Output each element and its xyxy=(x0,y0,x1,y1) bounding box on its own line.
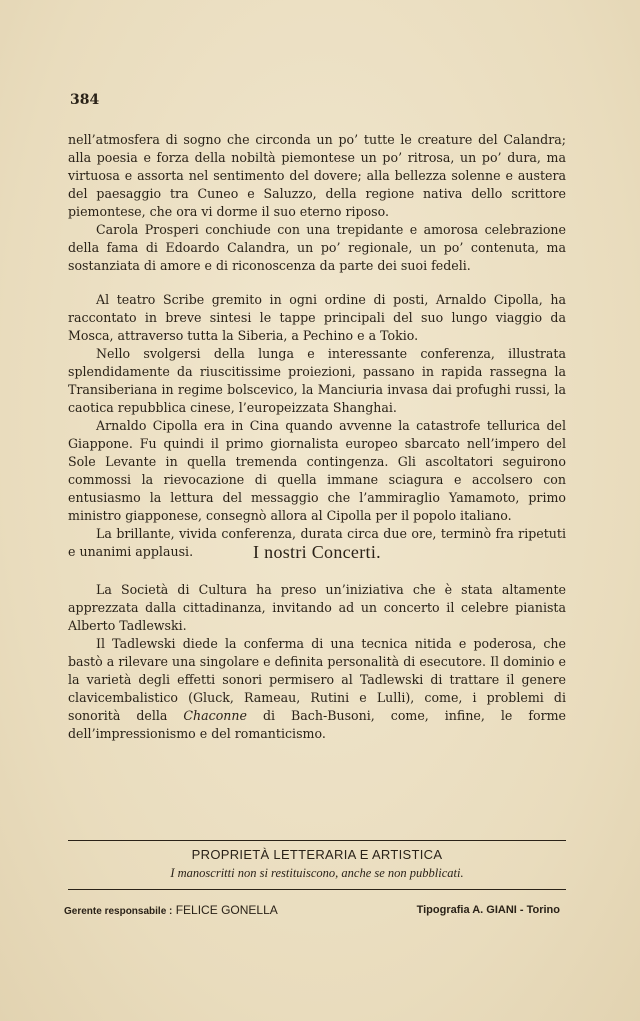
manager-name: FELICE GONELLA xyxy=(175,903,278,917)
italic-work-title: Chaconne xyxy=(183,708,247,723)
paragraph: Al teatro Scribe gremito in ogni ordine di posti, Arnaldo Cipolla, ha raccontato in breve sintesi le tappe principali del suo lungo viaggio da Mosca, attraverso tutta la Siberia, a Pechino e a Tokio. xyxy=(68,292,566,343)
text-run: di Bach-Busoni, come, infine, le forme dell’impressionismo e del romanticismo. xyxy=(68,708,566,741)
footer-manager xyxy=(64,903,278,917)
divider xyxy=(68,889,566,890)
footer-printer: Tipografia A. GIANI - Torino xyxy=(416,904,560,916)
concerts-text xyxy=(68,581,566,743)
paragraph: Nello svolgersi della lunga e interessante conferenza, illustrata splendidamente da riuscitissime proiezioni, passano in rapida rassegna la Transiberiana in regime bolscevico, la Manciuria invasa dai profughi russi, la caotica repubblica cinese, l’europeizzata Shanghai. xyxy=(68,346,566,415)
paragraph: La Società di Cultura ha preso un’iniziativa che è stata altamente apprezzata dalla cittadinanza, invitando ad un concerto il celebre pianista Alberto Tadlewski. xyxy=(68,582,566,633)
text-run: Il Tadlewski diede la conferma di una tecnica nitida e poderosa, che bastò a rilevare una singolare e definita personalità di esecutore. Il dominio e la varietà degli effetti sonori permisero al Tadlewski di trattare il genere clavicembalistico (Gluck, Rameau, Rutini e Lulli), come, i problemi di sonorità della xyxy=(68,636,566,723)
paragraph: Arnaldo Cipolla era in Cina quando avvenne la catastrofe tellurica del Giappone. Fu quindi il primo giornalista europeo sbarcato nell’impero del Sole Levante in quella tremenda contingenza. Gli ascoltatori seguirono commossi la rievocazione di quella immane sciagura e accolsero con entusiasmo la lettura del messaggio che l’ammiraglio Yamamoto, primo ministro giapponese, consegnò allora al Cipolla per il popolo italiano. xyxy=(68,418,566,523)
rights-title: PROPRIETÀ LETTERARIA E ARTISTICA xyxy=(191,847,443,862)
paragraph xyxy=(68,635,566,743)
paragraph: nell’atmosfera di sogno che circonda un po’ tutte le creature del Calandra; alla poesia e forza della nobiltà piemontese un po’ ritrosa, un po’ dura, ma virtuosa e assorta nel sentimento del dovere; alla bellezza solenne e austera del paesaggio tra Cuneo e Saluzzo, della regione nativa dello scrittore piemontese, che ora vi dorme il suo eterno riposo. xyxy=(68,132,566,219)
article-text xyxy=(68,131,566,561)
divider xyxy=(68,840,566,841)
rights-note: I manoscritti non si restituiscono, anche se non pubblicati. xyxy=(170,866,464,880)
manager-label: Gerente responsabile : xyxy=(64,906,173,917)
paragraph: La brillante, vivida conferenza, durata circa due ore, terminò fra ripetuti e unanimi applausi. xyxy=(68,526,566,559)
page-number: 384 xyxy=(70,92,100,108)
paragraph: Carola Prosperi conchiude con una trepidante e amorosa celebrazione della fama di Edoardo Calandra, un po’ regionale, un po’ contenuta, ma sostanziata di amore e di riconoscenza da parte dei suoi fedeli. xyxy=(68,222,566,273)
section-title: I nostri Concerti. xyxy=(253,542,381,562)
